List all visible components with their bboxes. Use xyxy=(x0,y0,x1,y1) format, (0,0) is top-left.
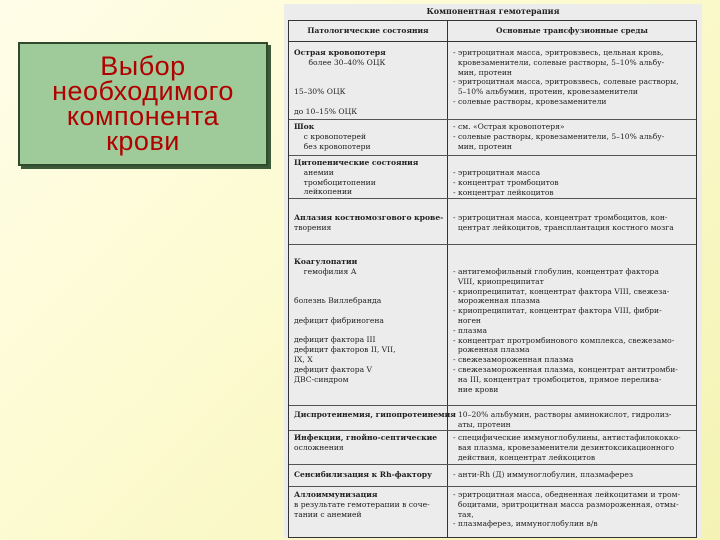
row-divider xyxy=(289,405,696,406)
condition-cell: Аплазия костномозгового крове- творения xyxy=(294,213,444,232)
media-cell: - эритроцитная масса, концентрат тромбоцитов, кон- центрат лейкоцитов, трансплантация костного мозга xyxy=(453,213,674,232)
media-cell: - эритроцитная масса, обедненная лейкоцитами и тром- боцитами, эритроцитная масса размороженная, отмы- тая, - плазмаферез, иммуноглобулин в/в xyxy=(453,490,681,529)
condition-cell: Коагулопатии гемофилия А болезнь Виллебранда дефицит фибриногена дефицит фактора III дефицит факторов II, VII, IX, X дефицит фактора V ДВС-синдром xyxy=(294,257,396,384)
scanned-document xyxy=(284,4,702,538)
slide-title-box xyxy=(18,42,268,166)
condition-heading: Диспротеинемия, гипопротеинемия xyxy=(294,410,456,419)
condition-cell: Шок с кровопотерей без кровопотери xyxy=(294,122,371,151)
row-divider xyxy=(289,119,696,120)
condition-heading: Аллоиммунизация xyxy=(294,490,378,499)
condition-heading: Шок xyxy=(294,122,315,131)
slide-title: Выбор необходимого компонента крови xyxy=(52,51,234,156)
condition-cell: Острая кровопотеря более 30–40% ОЦК 15–30% ОЦК до 10–15% ОЦК xyxy=(294,48,386,116)
row-divider xyxy=(289,464,696,465)
header-conditions: Патологические состояния xyxy=(307,26,429,35)
table-header-row xyxy=(289,21,696,42)
condition-heading: Сенсибилизация к Rh-фактору xyxy=(294,470,432,479)
condition-cell: Цитопенические состояния анемии тромбоцитопении лейкопении xyxy=(294,158,419,197)
condition-cell: Инфекции, гнойно-септические осложнения xyxy=(294,433,438,452)
header-media: Основные трансфузионные среды xyxy=(496,26,648,35)
row-divider xyxy=(289,430,696,431)
media-cell: - специфические иммуноглобулины, антистафилококко- вая плазма, кровезаменители дезинтоксикационного действия, концентрат лейкоцитов xyxy=(453,433,681,462)
condition-heading: Острая кровопотеря xyxy=(294,48,386,57)
condition-cell xyxy=(294,470,444,480)
condition-cell xyxy=(294,410,456,420)
condition-cell: Аллоиммунизация в результате гемотерапии в соче- тании с анемией xyxy=(294,490,430,519)
column-divider xyxy=(447,21,448,537)
media-cell: - антигемофильный глобулин, концентрат фактора VIII, криопреципитат - криопреципитат, концентрат фактора VIII, свежеза- мороженная плазма - криопреципитат, концентрат фактора VIII, фибри- ноген - плазма - концентрат протромбинового комплекса, свежезамо- роженная плазма - свежезамороженная плазма - свежезамороженная плазма, концентрат антитромби- на III, концентрат тромбоцитов, прямое перелива- ние крови xyxy=(453,267,678,394)
row-divider xyxy=(289,486,696,487)
row-divider xyxy=(289,155,696,156)
condition-heading: Коагулопатии xyxy=(294,257,358,266)
media-cell: - анти-Rh (Д) иммуноглобулин, плазмаферез xyxy=(453,470,634,479)
row-divider xyxy=(289,244,696,245)
media-cell: - 10–20% альбумин, растворы аминокислот, гидролиз- аты, протеин xyxy=(453,410,672,429)
document-title: Компонентная гемотерапия xyxy=(426,6,560,16)
condition-heading: Цитопенические состояния xyxy=(294,158,419,167)
condition-heading: Инфекции, гнойно-септические xyxy=(294,433,438,442)
row-divider xyxy=(289,198,696,199)
media-cell: - см. «Острая кровопотеря» - солевые растворы, кровезаменители, 5–10% альбу- мин, протеин xyxy=(453,122,665,151)
condition-heading: Аплазия костномозгового крове- xyxy=(294,213,444,222)
media-cell: - эритроцитная масса - концентрат тромбоцитов - концентрат лейкоцитов xyxy=(453,168,559,197)
transfusion-table xyxy=(288,20,697,538)
media-cell: - эритроцитная масса, эритровзвесь, цельная кровь, кровезаменители, солевые растворы, 5–10% альбу- мин, протеин - эритроцитная масса, эритровзвесь, солевые растворы, 5–10% альбумин, протеин, кровезаменители - солевые растворы, кровезаменители xyxy=(453,48,679,106)
